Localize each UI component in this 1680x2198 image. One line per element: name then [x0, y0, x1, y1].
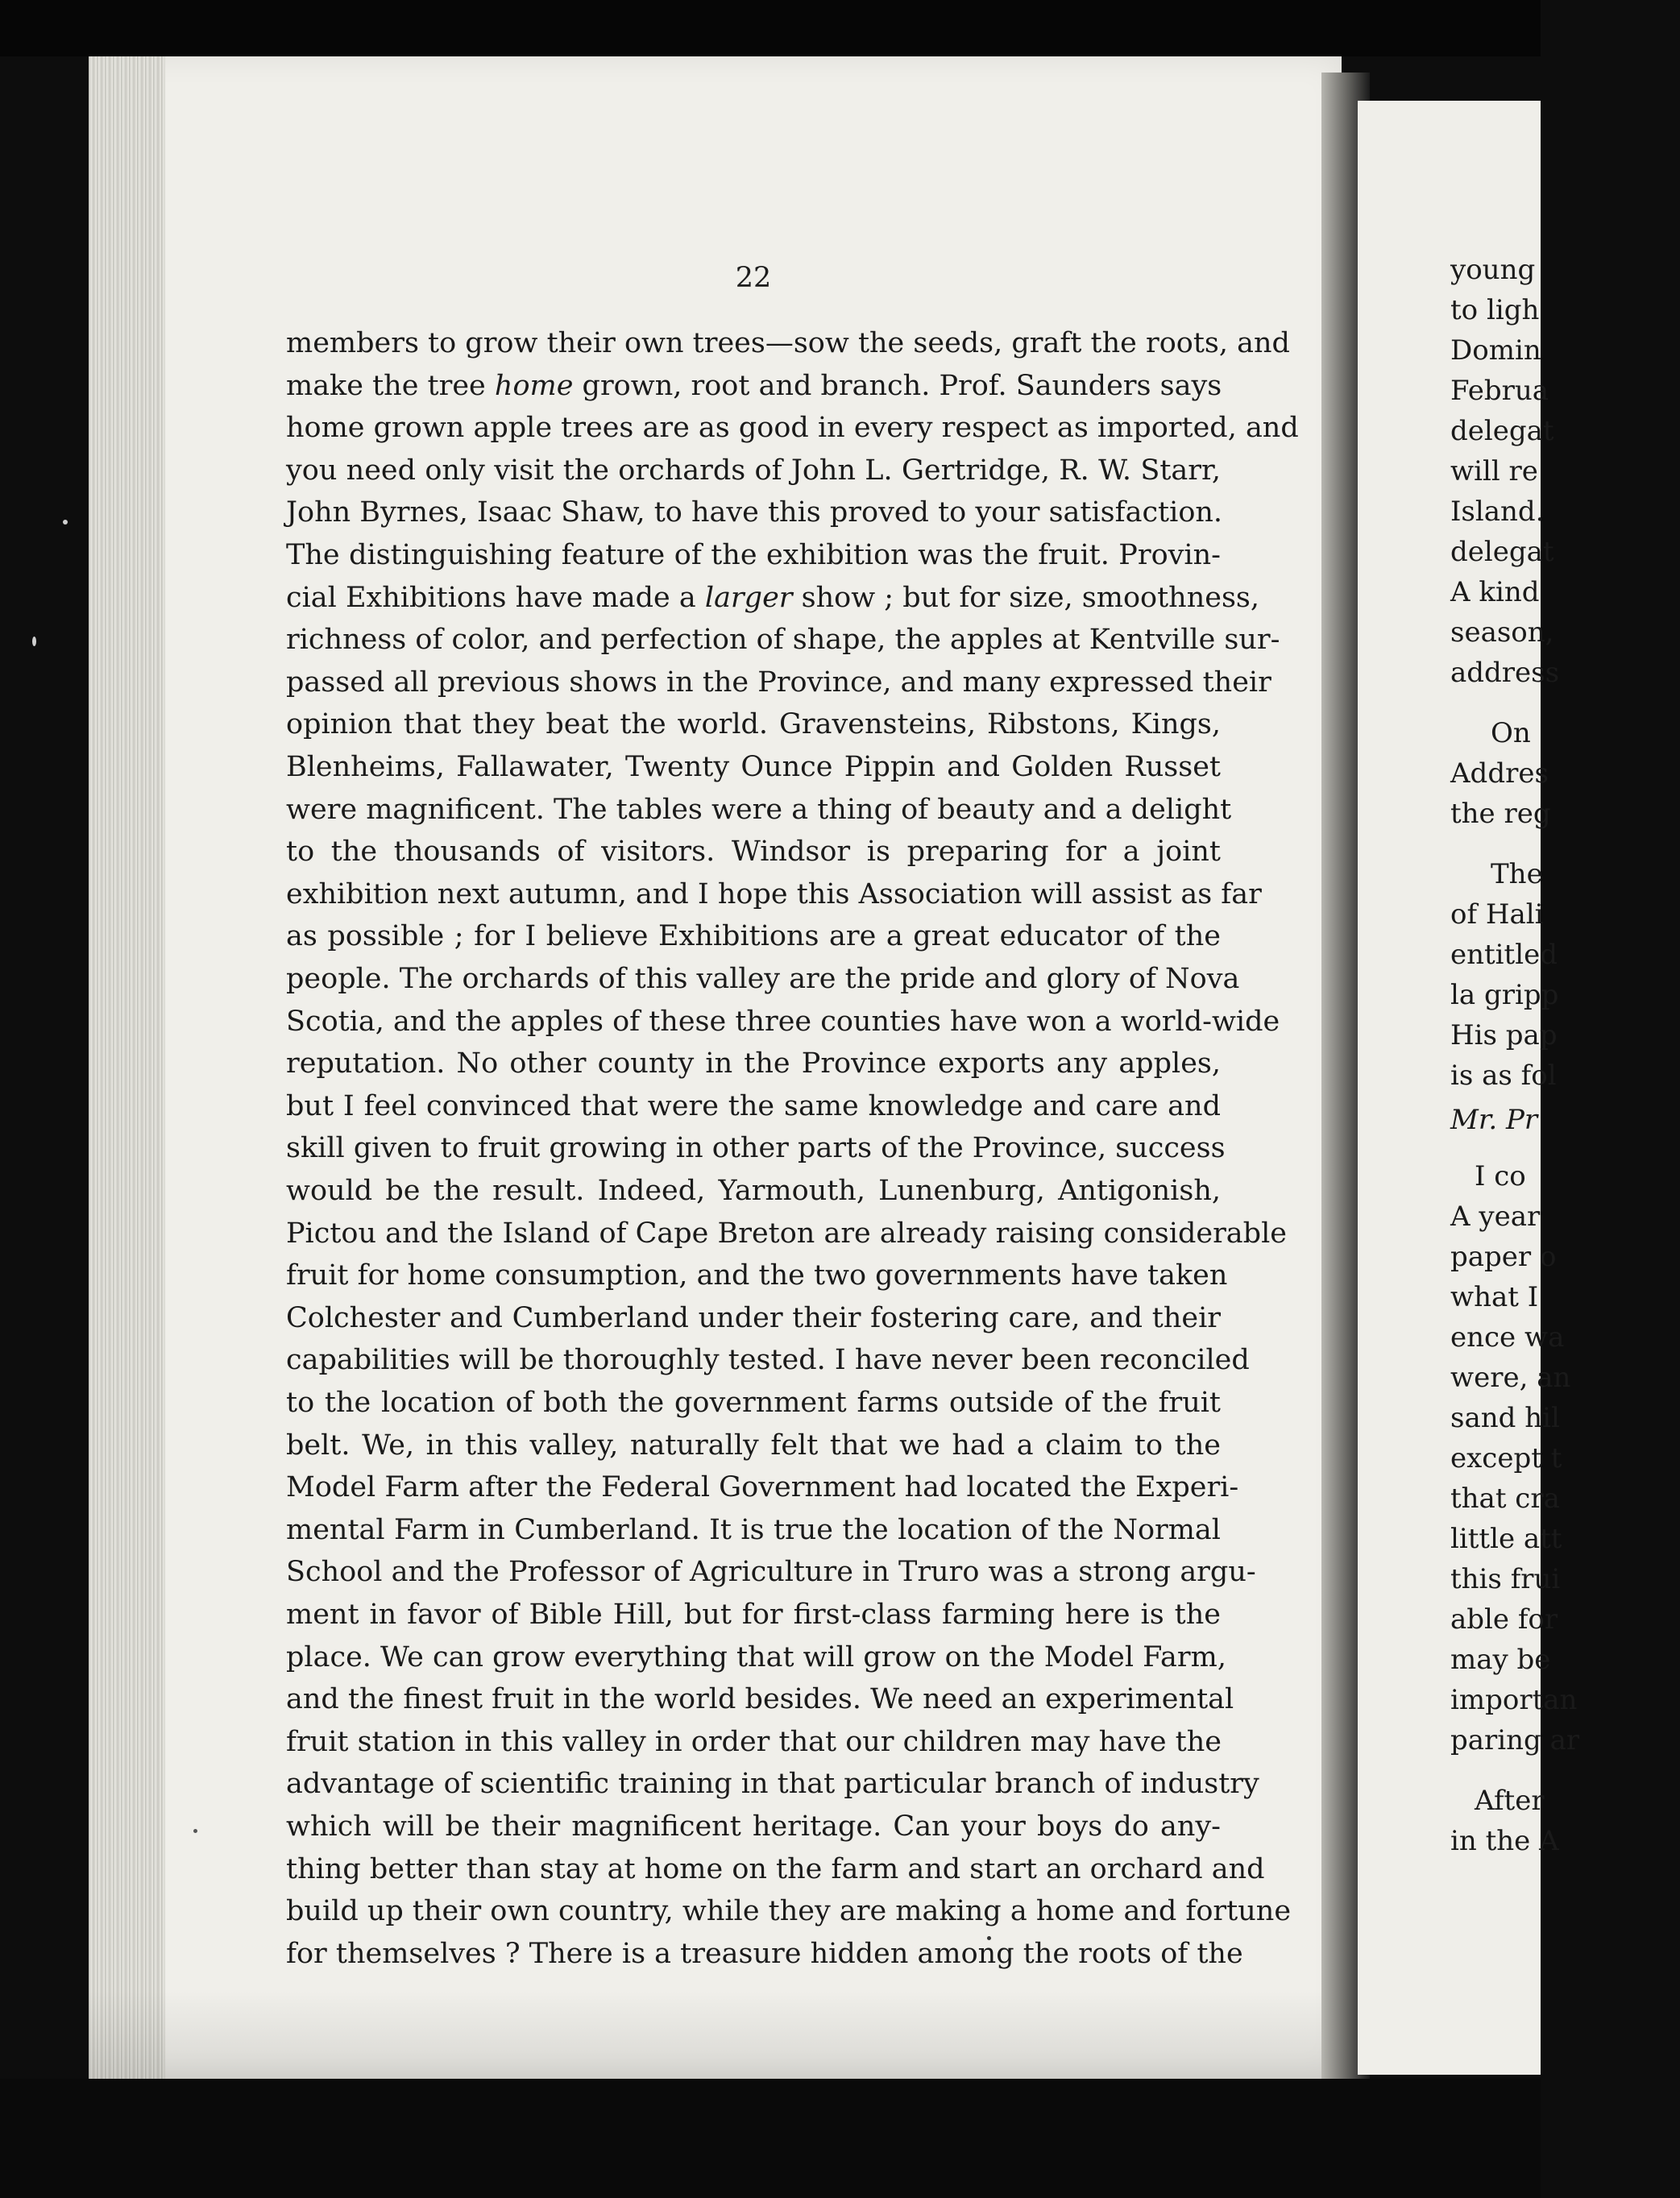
- facing-page: [1358, 101, 1580, 2075]
- facing-text-line: Addres: [1450, 757, 1549, 790]
- text-line: Colchester and Cumberland under their fostering care, and their: [286, 1302, 1221, 1334]
- facing-text-line: ence wa: [1450, 1321, 1565, 1354]
- facing-text-line: entitled: [1450, 939, 1558, 971]
- text-line: Scotia, and the apples of these three counties have won a world-wide: [286, 1006, 1280, 1038]
- text-line: Pictou and the Island of Cape Breton are already raising considerable: [286, 1217, 1287, 1250]
- text-line: thing better than stay at home on the farm and start an orchard and: [286, 1853, 1265, 1885]
- text-line: John Byrnes, Isaac Shaw, to have this proved to your satisfaction.: [286, 496, 1223, 529]
- scan-speck: [193, 1829, 197, 1833]
- text-line: you need only visit the orchards of John L. Gertridge, R. W. Starr,: [286, 454, 1221, 487]
- text-line: skill given to fruit growing in other parts of the Province, success: [286, 1132, 1226, 1164]
- text-line: to the location of both the government farms outside of the fruit: [286, 1387, 1221, 1419]
- scan-speck: [63, 520, 68, 525]
- text-line: cial Exhibitions have made a larger show ; but for size, smoothness,: [286, 582, 1259, 614]
- text-line: mental Farm in Cumberland. It is true the location of the Normal: [286, 1514, 1221, 1546]
- page-edge-stack: [89, 56, 165, 2079]
- facing-text-line: A year: [1450, 1201, 1541, 1233]
- text-line: opinion that they beat the world. Gravensteins, Ribstons, Kings,: [286, 708, 1221, 740]
- page-bottom-shadow: [89, 1990, 1342, 2079]
- facing-text-line: A kind: [1450, 576, 1540, 608]
- facing-text-line: what I: [1450, 1281, 1539, 1313]
- facing-text-line: Februa: [1450, 375, 1549, 407]
- facing-text-line: His pap: [1450, 1019, 1558, 1051]
- facing-text-line: may be: [1450, 1644, 1551, 1676]
- facing-text-line: delegat: [1450, 536, 1554, 568]
- page-number: 22: [735, 262, 772, 294]
- facing-text-line: After: [1475, 1785, 1545, 1817]
- text-line: Model Farm after the Federal Government had located the Experi-: [286, 1471, 1239, 1503]
- text-line: make the tree home grown, root and branch. Prof. Saunders says: [286, 370, 1222, 402]
- emphasis: home: [494, 370, 574, 402]
- text-line: were magnificent. The tables were a thing of beauty and a delight: [286, 794, 1232, 826]
- text-line: capabilities will be thoroughly tested. I have never been reconciled: [286, 1344, 1250, 1376]
- text-line: home grown apple trees are as good in every respect as imported, and: [286, 412, 1299, 444]
- scan-bottom-border: [0, 2079, 1541, 2198]
- facing-text-line: able for: [1450, 1603, 1558, 1636]
- text-line: fruit station in this valley in order that our children may have the: [286, 1726, 1222, 1758]
- text-line: for themselves ? There is a treasure hidden among the roots of the: [286, 1938, 1243, 1970]
- text-line: build up their own country, while they are making a home and fortune: [286, 1895, 1292, 1927]
- text-line: The distinguishing feature of the exhibition was the fruit. Provin-: [286, 539, 1221, 571]
- facing-text-line: were, an: [1450, 1362, 1571, 1394]
- facing-text-line: little att: [1450, 1523, 1562, 1555]
- text-line: reputation. No other county in the Province exports any apples,: [286, 1047, 1221, 1080]
- text-line: School and the Professor of Agriculture in Truro was a strong argu-: [286, 1556, 1256, 1588]
- text-line: and the finest fruit in the world besides. We need an experimental: [286, 1683, 1234, 1715]
- facing-text-line: season,: [1450, 616, 1554, 649]
- text-line: exhibition next autumn, and I hope this Association will assist as far: [286, 878, 1262, 910]
- text-line: place. We can grow everything that will grow on the Model Farm,: [286, 1641, 1226, 1673]
- text-line: advantage of scientific training in that particular branch of industry: [286, 1768, 1259, 1800]
- facing-text-line: Island.: [1450, 496, 1545, 528]
- facing-text-line: young: [1450, 254, 1536, 286]
- text-line: people. The orchards of this valley are the pride and glory of Nova: [286, 963, 1240, 995]
- text-line: would be the result. Indeed, Yarmouth, Lunenburg, Antigonish,: [286, 1175, 1221, 1207]
- facing-text-line: that cra: [1450, 1483, 1560, 1515]
- facing-text-line: Domin: [1450, 334, 1541, 367]
- facing-text-line: of Hali: [1450, 898, 1544, 931]
- facing-text-line: except t: [1450, 1442, 1562, 1474]
- text-line: as possible ; for I believe Exhibitions are a great educator of the: [286, 920, 1221, 952]
- facing-text-line: I co: [1475, 1160, 1526, 1192]
- text-line: fruit for home consumption, and the two governments have taken: [286, 1259, 1228, 1292]
- facing-text-line: this frui: [1450, 1563, 1561, 1595]
- facing-text-line: address: [1450, 657, 1560, 689]
- text-line: which will be their magnificent heritage. Can your boys do any-: [286, 1810, 1221, 1843]
- text-line: Blenheims, Fallawater, Twenty Ounce Pippin and Golden Russet: [286, 751, 1221, 783]
- text-line: but I feel convinced that were the same knowledge and care and: [286, 1090, 1221, 1122]
- facing-text-line: in the A: [1450, 1825, 1559, 1857]
- facing-text-line: paring ar: [1450, 1724, 1580, 1756]
- facing-text-line: On: [1491, 717, 1531, 749]
- facing-text-line: The: [1491, 858, 1543, 890]
- text-line: richness of color, and perfection of shape, the apples at Kentville sur-: [286, 624, 1280, 656]
- facing-text-line: Mr. Pr: [1450, 1104, 1538, 1136]
- text-line: passed all previous shows in the Province, and many expressed their: [286, 666, 1271, 699]
- text-line: members to grow their own trees—sow the seeds, graft the roots, and: [286, 327, 1290, 359]
- facing-text-line: the reg: [1450, 798, 1551, 830]
- facing-text-line: delegat: [1450, 415, 1554, 447]
- text-line: to the thousands of visitors. Windsor is preparing for a joint: [286, 836, 1221, 868]
- facing-text-line: is as fol: [1450, 1060, 1557, 1092]
- facing-text-line: sand hil: [1450, 1402, 1560, 1434]
- emphasis: larger: [704, 582, 793, 614]
- text-line: ment in favor of Bible Hill, but for first-class farming here is the: [286, 1599, 1221, 1631]
- facing-text-line: will re: [1450, 455, 1538, 487]
- text-line: belt. We, in this valley, naturally felt that we had a claim to the: [286, 1429, 1221, 1462]
- facing-text-line: la gripp: [1450, 979, 1559, 1011]
- facing-text-line: importan: [1450, 1684, 1578, 1716]
- facing-text-line: paper o: [1450, 1241, 1557, 1273]
- facing-text-line: to ligh: [1450, 294, 1540, 326]
- scan-speck: [32, 637, 36, 646]
- scan-top-border: [0, 0, 1541, 56]
